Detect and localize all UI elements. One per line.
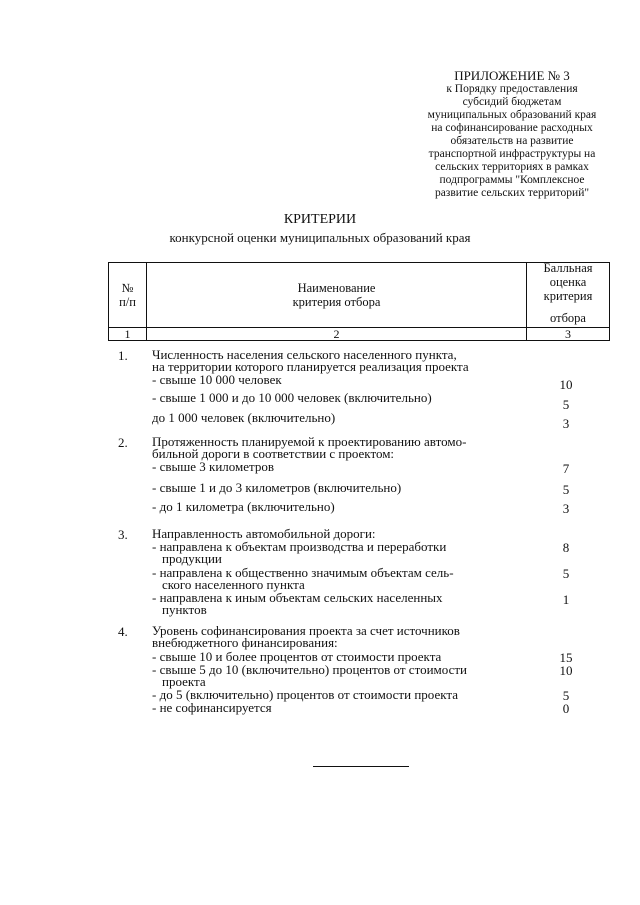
header-num-3: 3 bbox=[565, 327, 571, 341]
criterion-title: Уровень софинансирования проекта за счет источников внебюджетного финансирования: bbox=[152, 623, 460, 650]
appendix-heading: ПРИЛОЖЕНИЕ № 3 bbox=[454, 68, 570, 83]
criterion-option: - свыше 1 000 и до 10 000 человек (включительно) bbox=[152, 390, 432, 405]
appendix-line: подпрограммы "Комплексное bbox=[439, 174, 585, 186]
criterion-score: 15 bbox=[559, 650, 573, 665]
criterion-option: - не софинансируется bbox=[152, 700, 272, 715]
criterion-option: - направлена к объектам производства и переработки продукции bbox=[152, 539, 447, 566]
criterion-option: - свыше 10 и более процентов от стоимости проекта bbox=[152, 649, 442, 664]
header-num-2: 2 bbox=[333, 327, 340, 341]
header-col-name: Наименование критерия отбора bbox=[292, 281, 381, 309]
criterion-score: 1 bbox=[562, 592, 570, 607]
appendix-line: к Порядку предоставления bbox=[446, 83, 578, 95]
appendix-line: транспортной инфраструктуры на bbox=[428, 148, 596, 160]
header-num-1: 1 bbox=[124, 327, 131, 341]
criterion-score: 7 bbox=[562, 461, 570, 476]
criterion-score: 8 bbox=[562, 540, 570, 555]
appendix-line: муниципальных образований края bbox=[427, 109, 597, 121]
criterion-score: 10 bbox=[559, 377, 573, 392]
criterion-option: - свыше 1 и до 3 километров (включительно) bbox=[152, 480, 402, 495]
criterion-score: 5 bbox=[562, 482, 570, 497]
criterion-score: 5 bbox=[562, 397, 570, 412]
criterion-number: 3. bbox=[118, 527, 128, 542]
criterion-title: Численность населения сельского населенного пункта, на территории которого планируется реализация проекта bbox=[152, 347, 469, 374]
criterion-number: 4. bbox=[118, 624, 128, 639]
appendix-block bbox=[400, 68, 624, 200]
appendix-line: сельских территориях в рамках bbox=[435, 161, 589, 173]
document-title: КРИТЕРИИ bbox=[283, 212, 357, 227]
criterion-number: 1. bbox=[118, 348, 128, 363]
criterion-option: - до 5 (включительно) процентов от стоимости проекта bbox=[152, 687, 458, 702]
closing-rule bbox=[313, 766, 409, 767]
criterion-title: Протяженность планируемой к проектированию автомо- бильной дороги в соответствии с проектом: bbox=[152, 434, 467, 461]
criterion-score: 10 bbox=[559, 663, 573, 678]
criterion-number: 2. bbox=[118, 435, 128, 450]
criterion-option: - свыше 3 километров bbox=[152, 459, 274, 474]
criterion-option: - свыше 10 000 человек bbox=[152, 372, 282, 387]
criterion-title: Направленность автомобильной дороги: bbox=[152, 526, 376, 541]
header-col-number: № п/п bbox=[119, 281, 136, 309]
document-subtitle: конкурсной оценки муниципальных образований края bbox=[169, 230, 471, 245]
criterion-score: 0 bbox=[562, 701, 570, 716]
criterion-option: - до 1 километра (включительно) bbox=[152, 499, 335, 514]
appendix-line: развитие сельских территорий" bbox=[434, 187, 590, 199]
criterion-score: 5 bbox=[562, 566, 570, 581]
appendix-line: на софинансирование расходных bbox=[431, 122, 593, 134]
criterion-score: 5 bbox=[562, 688, 570, 703]
table-border-right bbox=[609, 262, 610, 341]
criterion-option: до 1 000 человек (включительно) bbox=[152, 410, 336, 425]
header-col-score: Балльная оценка критерия отбора bbox=[543, 261, 593, 325]
criterion-option: - свыше 5 до 10 (включительно) процентов от стоимости проекта bbox=[152, 662, 467, 689]
appendix-line: обязательств на развитие bbox=[450, 135, 574, 147]
criterion-option: - направлена к иным объектам сельских населенных пунктов bbox=[152, 590, 443, 617]
criterion-option: - направлена к общественно значимым объектам сель- ского населенного пункта bbox=[152, 565, 454, 592]
appendix-line: субсидий бюджетам bbox=[462, 96, 562, 108]
criterion-score: 3 bbox=[562, 501, 570, 516]
criterion-score: 3 bbox=[562, 416, 570, 431]
